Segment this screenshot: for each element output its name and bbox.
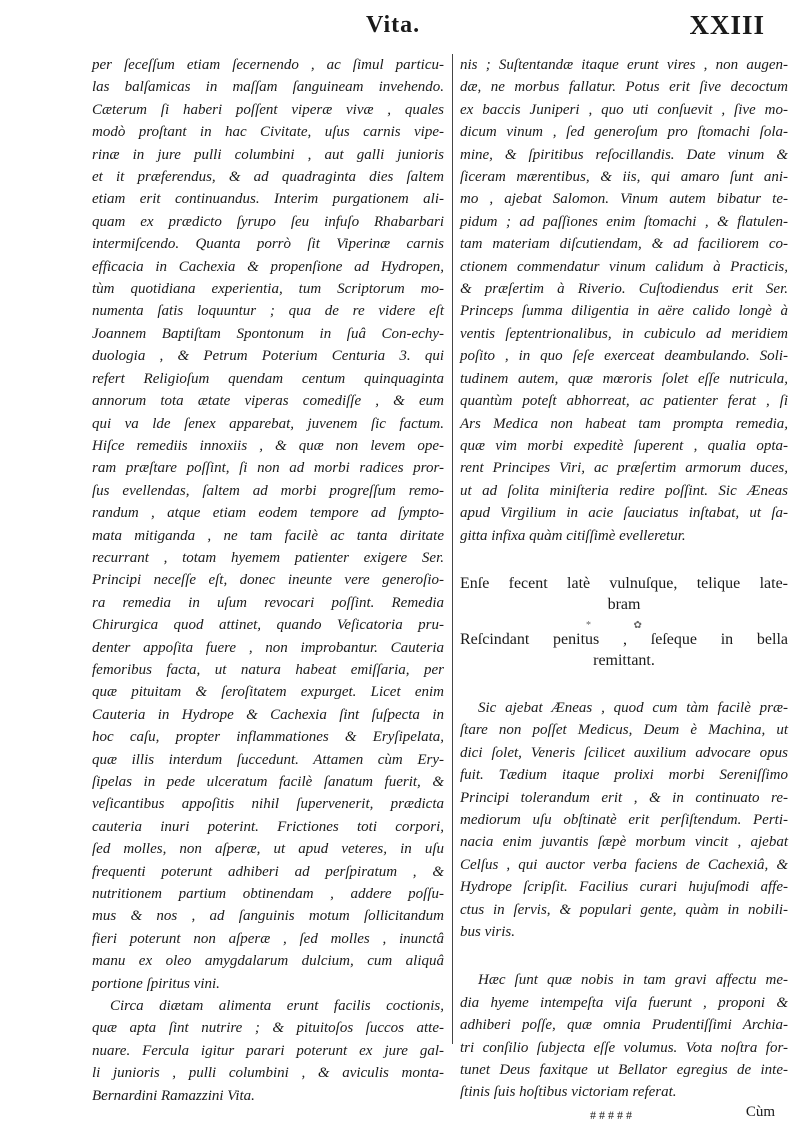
- text-line: dicum vinum , ſed generoſum pro ſtomachi ſola-: [460, 124, 788, 141]
- text-line: tri conſilio ſubjecta eſſe volumus. Vota noſtra for-: [460, 1039, 788, 1056]
- text-block: [460, 54, 788, 547]
- text-line: ſtare non poſſet Medicus, Deum è Machina, ut: [460, 722, 788, 739]
- text-line: denter appoſita fuere , non improbantur. Cauteria: [92, 639, 444, 656]
- text-line: ſus evellendas, ſaltem ad morbi progreſſum remo-: [92, 482, 444, 499]
- text-line: quam ex prædicto ſyrupo ſeu infuſo Rhabarbari: [92, 213, 444, 230]
- text-line: rinæ in jure pulli columbini , aut galli junioris: [92, 146, 444, 163]
- text-line: hoc caſu, propter inflammationes & Eryſipelata,: [92, 729, 444, 746]
- verse-quotation: [460, 573, 788, 671]
- text-line: refert Religioſum quendam centum quinquaginta: [92, 370, 444, 387]
- text-line: dia hyeme intempeſta viſa fuerunt , proponi &: [460, 994, 788, 1011]
- text-line: gitta infixa quàm citiſſimè evelleretur.: [460, 527, 686, 544]
- text-line: Cæterum ſi haberi poſſent viperæ vivæ , quales: [92, 101, 444, 118]
- text-line: nutritionem partium obtinendam , addere poſſu-: [92, 886, 444, 903]
- text-line: ſipelas in pede ulceratum facilè ſanatum fuerit, &: [92, 774, 444, 790]
- text-line: dici ſolet, Veneris ſcilicet auxilium advocare opus: [460, 744, 788, 761]
- text-line: frequenti poterunt adhiberi ad perſpiratum , &: [92, 863, 444, 880]
- text-line: Chirurgica quod attinet, quando Veſicatoria pru-: [92, 617, 444, 634]
- text-line: duologia , & Petrum Poterium Centuria 3. qui: [92, 348, 444, 365]
- text-line: pidum ; ad paſſiones enim ſtomachi , & flatulen-: [460, 213, 788, 230]
- text-line: annorum tota ætate viperas comediſſe , & eum: [92, 393, 444, 410]
- ornament: * ✿: [586, 619, 662, 631]
- text-line: mo , ajebat Salomon. Vinum autem bibatur te-: [460, 191, 788, 208]
- text-line: # # # # #: [590, 1107, 632, 1122]
- text-line: fieri poterunt non aſperæ , ſed molles , inunctâ: [92, 930, 444, 947]
- text-line: ctus in ſervis, & populari gente, quàm in nobili-: [460, 901, 788, 918]
- text-line: ventis ſeptentrionalibus, in cubiculo ad meridiem: [460, 325, 788, 342]
- text-line: quantùm poteſt abhorreat, ac patienter ferat , ſi: [460, 393, 788, 410]
- verse-line: remittant.: [593, 651, 655, 669]
- text-line: Hiſce remediis innoxiis , & quæ non levem ope-: [92, 437, 444, 454]
- text-line: quæ pituitam & ſeroſitatem expurget. Licet enim: [92, 684, 444, 701]
- verse-line: bram: [607, 595, 641, 613]
- text-line: tam materiam diſcutiendam, & ad faciliorem co-: [460, 236, 788, 253]
- text-line: tudinem autem, quæ mœroris ſolet eſſe nutricula,: [460, 370, 788, 387]
- text-line: efficacia in Cachexia & propenſione ad Hydropen,: [92, 258, 444, 275]
- text-line: mus & nos , ad ſanguinis motum ſollicitandum: [92, 908, 444, 925]
- text-line: quæ vim morbi expeditè ſuperent , qualia opta-: [460, 437, 788, 454]
- text-line: Principi tolerandum erit , & in continuato re-: [460, 789, 788, 806]
- text-line: fuit. Tædium itaque prolixi morbi Sereniſſimo: [460, 767, 788, 784]
- text-line: qui va lde ſenex apparebat, juvenem ſic factum.: [92, 415, 444, 432]
- text-line: etiam erit continuandus. Interim purgationem ali-: [92, 191, 444, 208]
- text-line: nuare. Fercula igitur parari poterunt ex jure gal-: [92, 1042, 444, 1059]
- text-line: quæ illis interdum ſuccedunt. Attamen cùm Ery-: [92, 751, 444, 768]
- text-block: [460, 697, 788, 943]
- verse-line: Enſe fecent latè vulnuſque, telique late-: [460, 574, 788, 592]
- text-line: femoribus facta, ut natura habeat emiſſaria, per: [92, 661, 444, 678]
- text-line: Celſus , qui auctor verba faciens de Cachexiâ, &: [460, 856, 788, 873]
- text-line: tùm quotidiana experientia, tum Scriptorum mo-: [92, 281, 444, 298]
- text-line: li junioris , pulli columbini , & aviculis monta-: [92, 1065, 444, 1082]
- text-line: ſed molles, non aſperæ, ut apud veteres, in uſu: [92, 841, 444, 858]
- text-line: veſicantibus appoſitis nihil ſupervenerit, prædicta: [92, 796, 444, 813]
- text-line: mata mitiganda , ne tam facilè ac tanta diritate: [92, 527, 444, 544]
- text-line: Sic ajebat Æneas , quod cum tàm facilè præ-: [478, 699, 788, 716]
- text-line: intermiſcendo. Quanta porrò ſit Viperinæ carnis: [92, 236, 444, 253]
- running-title: Vita.: [366, 12, 421, 38]
- text-line: mine, & ſpiritibus reſocillandis. Date vinum &: [460, 146, 788, 163]
- text-line: cauteria inuri poterint. Frictiones toti corpori,: [92, 818, 444, 835]
- right-column: [460, 54, 788, 1126]
- column-divider: [452, 54, 453, 1044]
- text-line: portione ſpiritus vini.: [92, 975, 220, 992]
- text-line: ſtinis ſuis hoſtibus victoriam referat.: [460, 1084, 677, 1101]
- text-line: Hydrope ſcripſit. Facilius curari hujuſmodi affe-: [460, 879, 788, 896]
- text-line: recurrant , totam hyemem patienter exigere Ser.: [92, 549, 444, 566]
- text-line: las balſamicas in maſſam ſanguineam invehendo.: [92, 79, 444, 96]
- text-line: Princeps ſumma diligentia in aëre calido longè à: [460, 303, 788, 320]
- text-line: tunet Deus faxitque ut Bellator egregius de inte-: [460, 1062, 788, 1079]
- verse-line: Reſcindant penitus , ſeſeque in bella: [460, 630, 788, 648]
- text-line: ſiceram mærentibus, & iis, qui amaro ſunt ani-: [460, 169, 788, 186]
- text-line: nacia enim juvantis ſæpè morbum vincit , ajebat: [460, 834, 788, 851]
- text-line: numenta ſatis loquuntur ; qua de re videre eſt: [92, 303, 444, 320]
- left-column: [92, 54, 444, 1107]
- text-line: Bernardini Ramazzini Vita.: [92, 1087, 255, 1104]
- text-line: Joannem Baptiſtam Spontonum in ſuâ Con-echy-: [92, 325, 444, 342]
- text-line: adhiberi poſſe, quæ omnia Prudentiſſimi Archia-: [460, 1017, 788, 1034]
- text-line: ram præſtare poſſint, ſi non ad morbi radices pror-: [92, 460, 444, 477]
- text-line: ctionem commendatur vinum calidum à Practicis,: [460, 258, 788, 275]
- text-line: per ſeceſſum etiam ſecernendo , ac ſimul particu-: [92, 57, 444, 73]
- page-number: XXIII: [689, 10, 765, 40]
- text-line: & præſertim à Riverio. Cuſtodiendus erit Ser.: [460, 281, 788, 298]
- text-line: nis ; Suſtentandæ itaque erunt vires , non augen-: [460, 57, 788, 73]
- text-line: apud Virgilium in acie ſauciatus inſtabat, ut ſa-: [460, 505, 788, 522]
- text-line: bus viris.: [460, 924, 516, 940]
- text-line: ra remedia in uſum revocari poſſint. Remedia: [92, 594, 444, 611]
- text-line: modò proſtant in hac Civitate, uſus carnis vipe-: [92, 124, 444, 141]
- text-line: dæ, ne morbus fallatur. Potus erit ſive decoctum: [460, 79, 788, 96]
- text-line: Cauteria in Hydrope & Cachexia ſint ſuſpecta in: [92, 706, 444, 723]
- text-line: poſito , in quo ſeſe exerceat deambulando. Soli-: [460, 348, 788, 365]
- text-line: Circa diætam alimenta erunt facilis coctionis,: [110, 998, 444, 1015]
- text-line: Principi neceſſe eſt, donec ineunte vere generoſio-: [92, 572, 444, 589]
- text-line: manu ex oleo amygdalarum dulcium, cum aliquâ: [92, 953, 444, 970]
- catchword: Cùm: [745, 1103, 775, 1120]
- page-header: [0, 8, 801, 48]
- text-line: mediorum uſu obſtinatè erit perſiſtendum. Perti-: [460, 811, 788, 828]
- text-line: rent Principes Viri, ac præſertim armorum duces,: [460, 460, 788, 477]
- text-line: quæ apta ſint nutrire ; & pituitoſos ſuccos atte-: [92, 1020, 444, 1037]
- text-line: Ars Medica non habeat tam prompta remedia,: [460, 415, 788, 432]
- text-line: Hæc ſunt quæ nobis in tam gravi affectu me-: [478, 972, 788, 989]
- text-line: ut ad ſolita miniſteria redire poſſint. Sic Æneas: [460, 482, 788, 499]
- text-line: et it præferendus, & ad quadraginta dies ſaltem: [92, 169, 444, 186]
- text-line: ex baccis Juniperi , quo uti conſuevit , ſive mo-: [460, 101, 788, 118]
- text-line: randum , atque etiam eodem tempore ad ſympto-: [92, 505, 444, 522]
